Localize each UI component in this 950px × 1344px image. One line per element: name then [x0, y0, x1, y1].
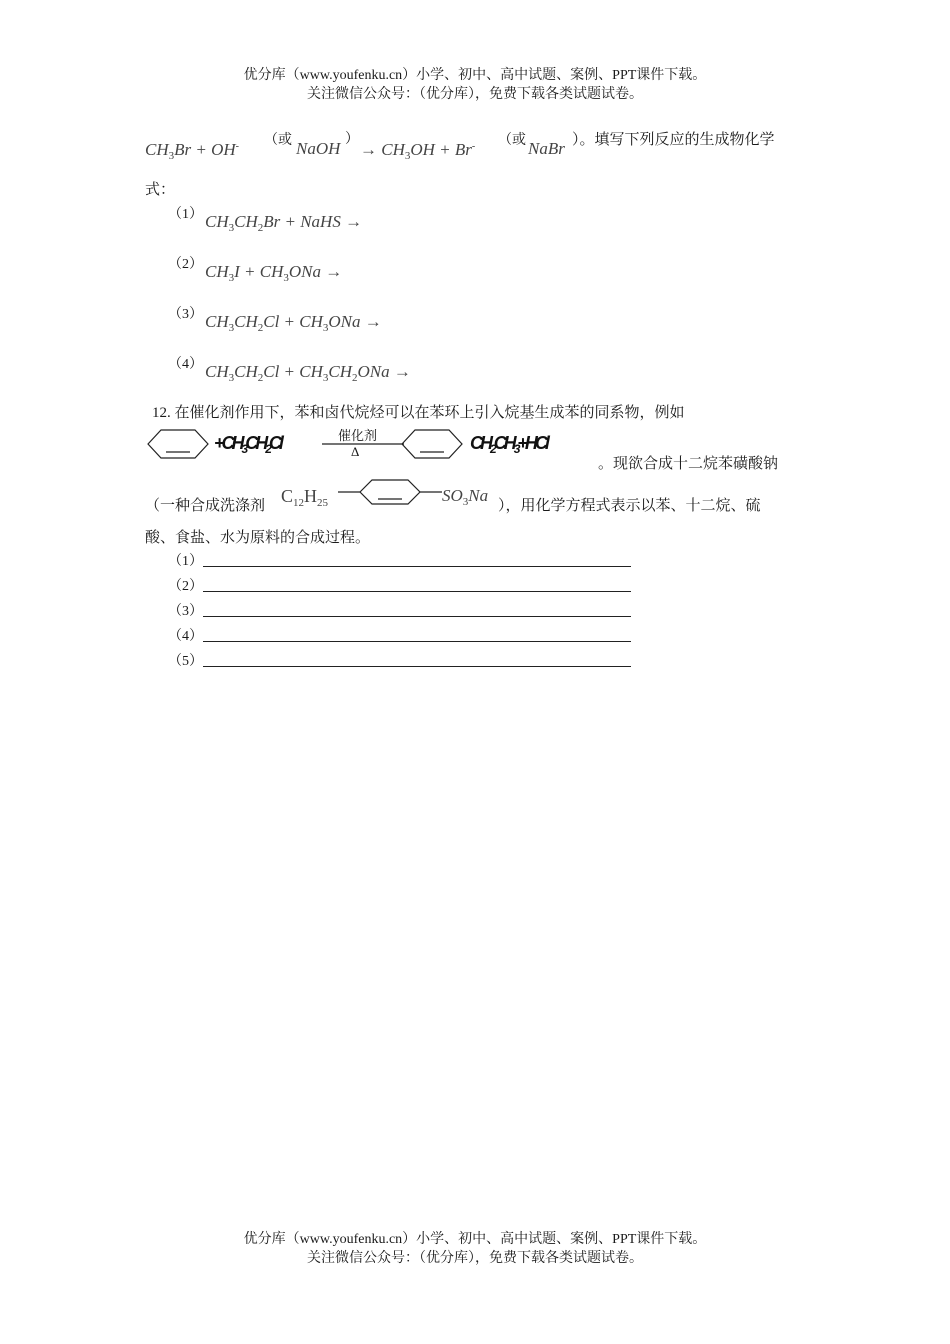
answer-blank-1[interactable]: （1） [168, 550, 631, 570]
q11-item-3-num: （3） [168, 307, 203, 322]
q12-paren-open: （一种合成洗涤剂 [145, 498, 266, 514]
so3na-label: $SO_3Na$ [442, 486, 489, 508]
answer-blank-5[interactable]: （5） [168, 650, 631, 670]
q12-intro: 12. 在催化剂作用下，苯和卤代烷烃可以在苯环上引入烷基生成苯的同系物，例如 [152, 405, 685, 421]
sulfonate-structure [338, 478, 442, 508]
catalyst-label: 催化剂 [338, 428, 378, 443]
answer-blank-4[interactable]: （4） [168, 625, 631, 645]
or-note-1: （或 [264, 133, 292, 148]
blank-line[interactable] [203, 652, 631, 667]
q12-after-formula: ），用化学方程式表示以苯、十二烷、硫 [498, 498, 761, 514]
naoh-label: NaOH [296, 139, 341, 158]
reaction-arrow-line [322, 442, 404, 446]
blank-line[interactable] [203, 627, 631, 642]
example-product: $CH_2CH_3+HCl$ [470, 433, 547, 456]
page-header-line1: 优分库（www.youfenku.cn）小学、初中、高中试题、案例、PPT课件下载。 [243, 68, 707, 83]
nabr-label: NaBr [528, 139, 565, 158]
q11-item-2-num: （2） [168, 257, 203, 272]
q11-item-3-eq: $CH_3CH_2Cl + CH_3ONa$ → [205, 312, 382, 334]
reaction-product: → $CH_3OH + Br^-$ [360, 140, 476, 162]
q11-item-4-num: （4） [168, 357, 203, 372]
q12-after-example: 。现欲合成十二烷苯磺酸钠 [598, 456, 779, 472]
reaction-lhs: $CH_3Br + OH^-$ [145, 140, 239, 162]
c12h25-label: $C_{12}H_{25}$ [281, 486, 329, 509]
q11-item-1-eq: $CH_3CH_2Br$ + NaHS → [205, 212, 363, 234]
page-footer-line1: 优分库（www.youfenku.cn）小学、初中、高中试题、案例、PPT课件下载。 [243, 1232, 707, 1247]
q12-line2: 酸、食盐、水为原料的合成过程。 [145, 530, 371, 546]
q11-item-2-eq: $CH_3I + CH_3ONa$ → [205, 262, 343, 284]
answer-blank-2[interactable]: （2） [168, 575, 631, 595]
page-header-line2: 关注微信公众号：（优分库），免费下载各类试题试卷。 [307, 87, 643, 102]
q11-item-1-num: （1） [168, 207, 203, 222]
or-note-2: （或 [498, 133, 526, 148]
benzene-ring-product [400, 428, 464, 460]
blank-line[interactable] [203, 602, 631, 617]
example-reagent: $+CH_3CH_2Cl$ [214, 433, 281, 456]
heat-label: Δ [351, 444, 360, 459]
page-footer-line2: 关注微信公众号：（优分库），免费下载各类试题试卷。 [307, 1251, 643, 1266]
benzene-ring-reactant [146, 428, 210, 460]
blank-line[interactable] [203, 577, 631, 592]
close-paren-1: ） [345, 132, 359, 147]
q11-tail: ）。填写下列反应的生成物化学 [572, 132, 775, 148]
answer-blank-3[interactable]: （3） [168, 600, 631, 620]
q11-tail2: 式： [145, 182, 176, 198]
blank-line[interactable] [203, 552, 631, 567]
q11-item-4-eq: $CH_3CH_2Cl + CH_3CH_2ONa$ → [205, 362, 411, 384]
